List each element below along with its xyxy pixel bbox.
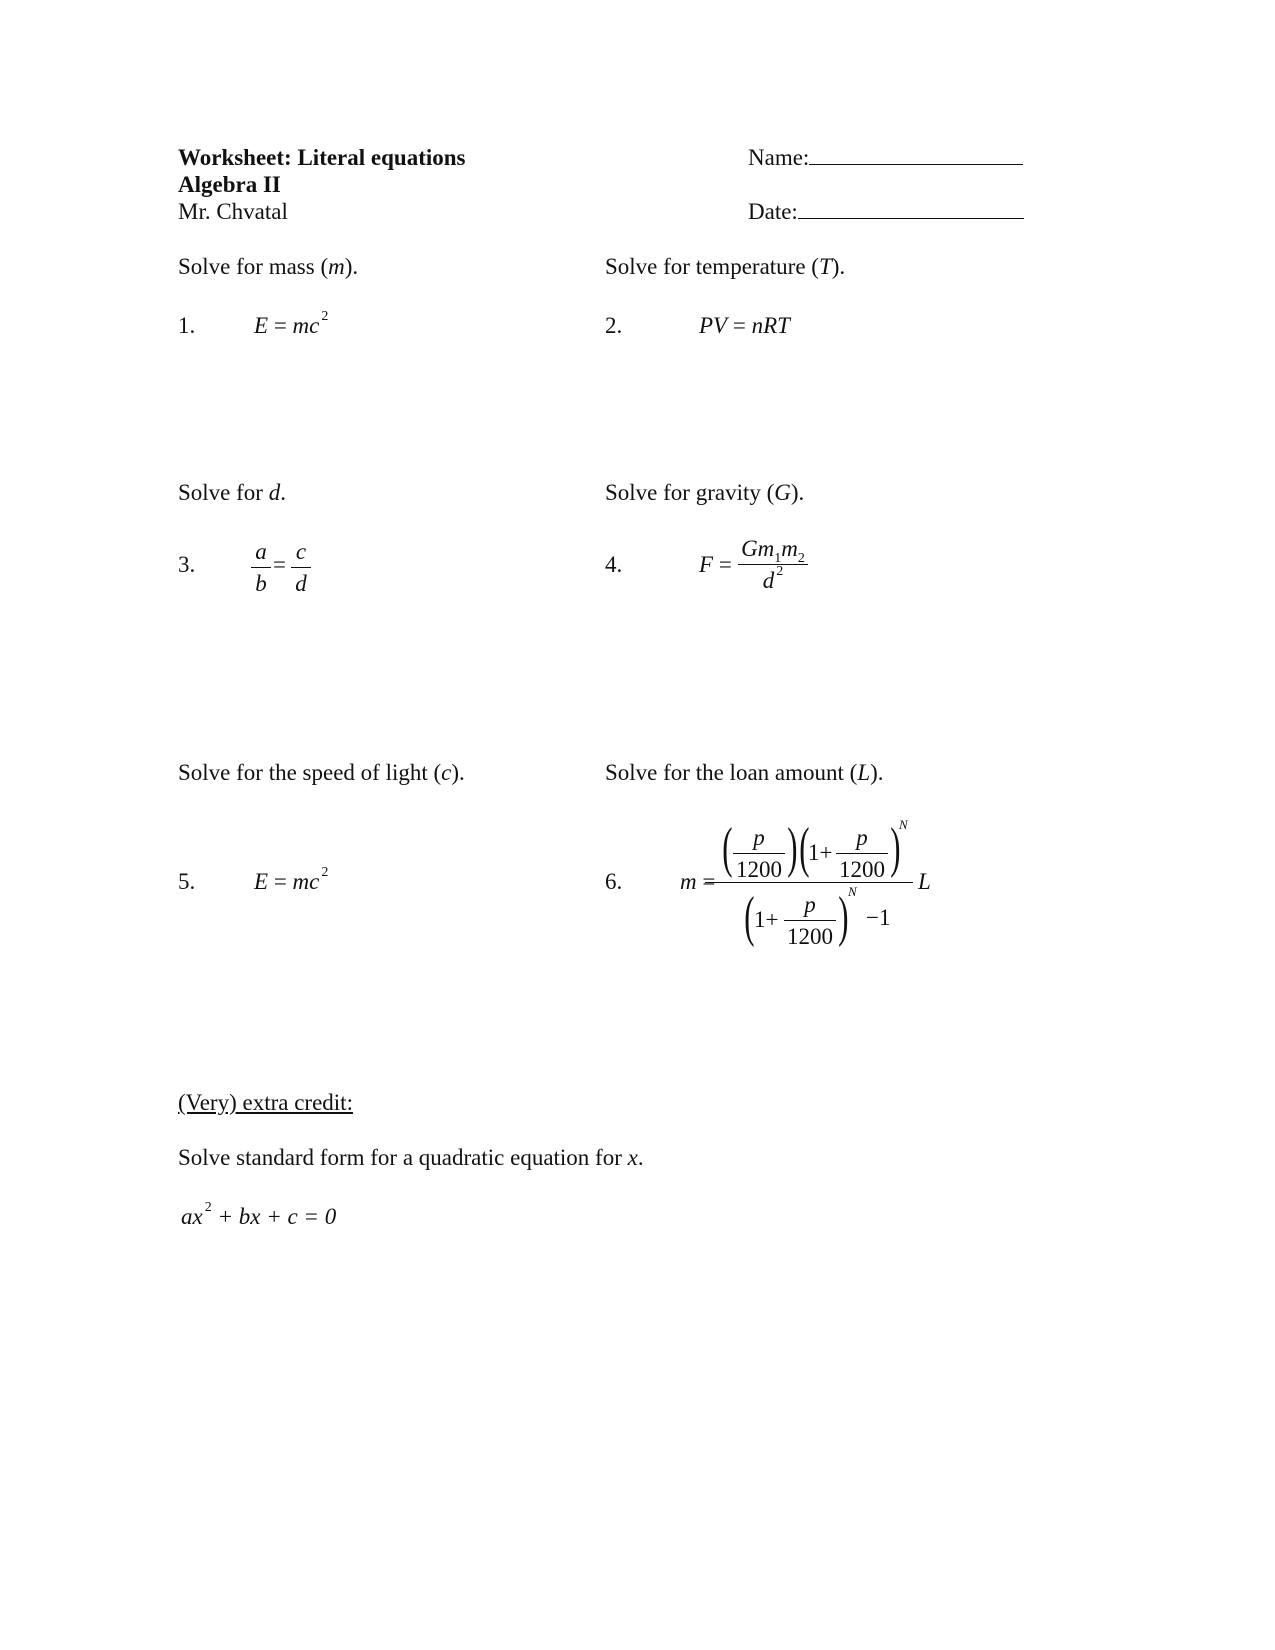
problem-2-equation: PV = nRT	[699, 313, 790, 338]
problem-4-prompt: Solve for gravity (G).	[605, 480, 805, 505]
left-paren: (	[744, 886, 755, 948]
equals-sign: =	[273, 552, 286, 577]
problem-2-number: 2.	[605, 313, 623, 338]
extra-credit-prompt: Solve standard form for a quadratic equation for x.	[178, 1145, 644, 1170]
equation-lhs: F =	[699, 552, 732, 577]
fraction-p-over-1200: p 1200	[733, 826, 785, 881]
problem-6-number: 6.	[605, 869, 623, 894]
exponent-n: N	[899, 817, 908, 832]
left-paren: (	[722, 817, 733, 879]
loan-amount-variable: L	[918, 869, 931, 894]
extra-credit-heading: (Very) extra credit:	[178, 1090, 353, 1115]
fraction-p-over-1200: p 1200	[784, 893, 836, 948]
quadratic-equation: ax $^2$ + bx + c = 0	[181, 1200, 337, 1229]
date-label: Date:	[748, 199, 798, 224]
fraction-a-over-b: a b	[251, 540, 271, 595]
minus-one: −1	[866, 905, 891, 930]
problem-5-number: 5.	[178, 869, 196, 894]
fraction-p-over-1200: p 1200	[836, 826, 888, 881]
right-paren: )	[890, 817, 901, 879]
one-plus: 1+	[808, 840, 833, 865]
course-name: Algebra II	[178, 172, 281, 197]
right-paren: )	[838, 886, 849, 948]
fraction-gravity: $Gm_1m_2$ d $^2$	[738, 537, 808, 592]
name-field[interactable]	[748, 146, 1023, 169]
problem-2-prompt: Solve for temperature (T).	[605, 254, 846, 279]
problem-6-prompt: Solve for the loan amount (L).	[605, 760, 884, 785]
exponent-n: N	[848, 884, 857, 899]
teacher-name: Mr. Chvatal	[178, 199, 288, 224]
name-blank-line[interactable]	[809, 146, 1023, 165]
problem-3-prompt: Solve for d.	[178, 480, 286, 505]
worksheet-title: Worksheet: Literal equations	[178, 145, 466, 170]
problem-5-equation: E = mc $^2$	[254, 865, 329, 894]
date-blank-line[interactable]	[798, 200, 1024, 219]
left-paren: (	[799, 817, 810, 879]
main-fraction-bar	[705, 882, 913, 883]
problem-1-number: 1.	[178, 313, 196, 338]
problem-4-number: 4.	[605, 552, 623, 577]
name-label: Name:	[748, 145, 810, 170]
problem-3-number: 3.	[178, 552, 196, 577]
problem-1-equation: E = mc $^2$	[254, 309, 329, 338]
right-paren: )	[787, 817, 798, 879]
problem-5-prompt: Solve for the speed of light (c).	[178, 760, 465, 785]
problem-1-prompt: Solve for mass (m).	[178, 254, 359, 279]
fraction-c-over-d: c d	[291, 540, 311, 595]
one-plus: 1+	[754, 907, 779, 932]
date-field[interactable]	[748, 200, 1024, 223]
equation-lhs: m =	[680, 869, 716, 894]
